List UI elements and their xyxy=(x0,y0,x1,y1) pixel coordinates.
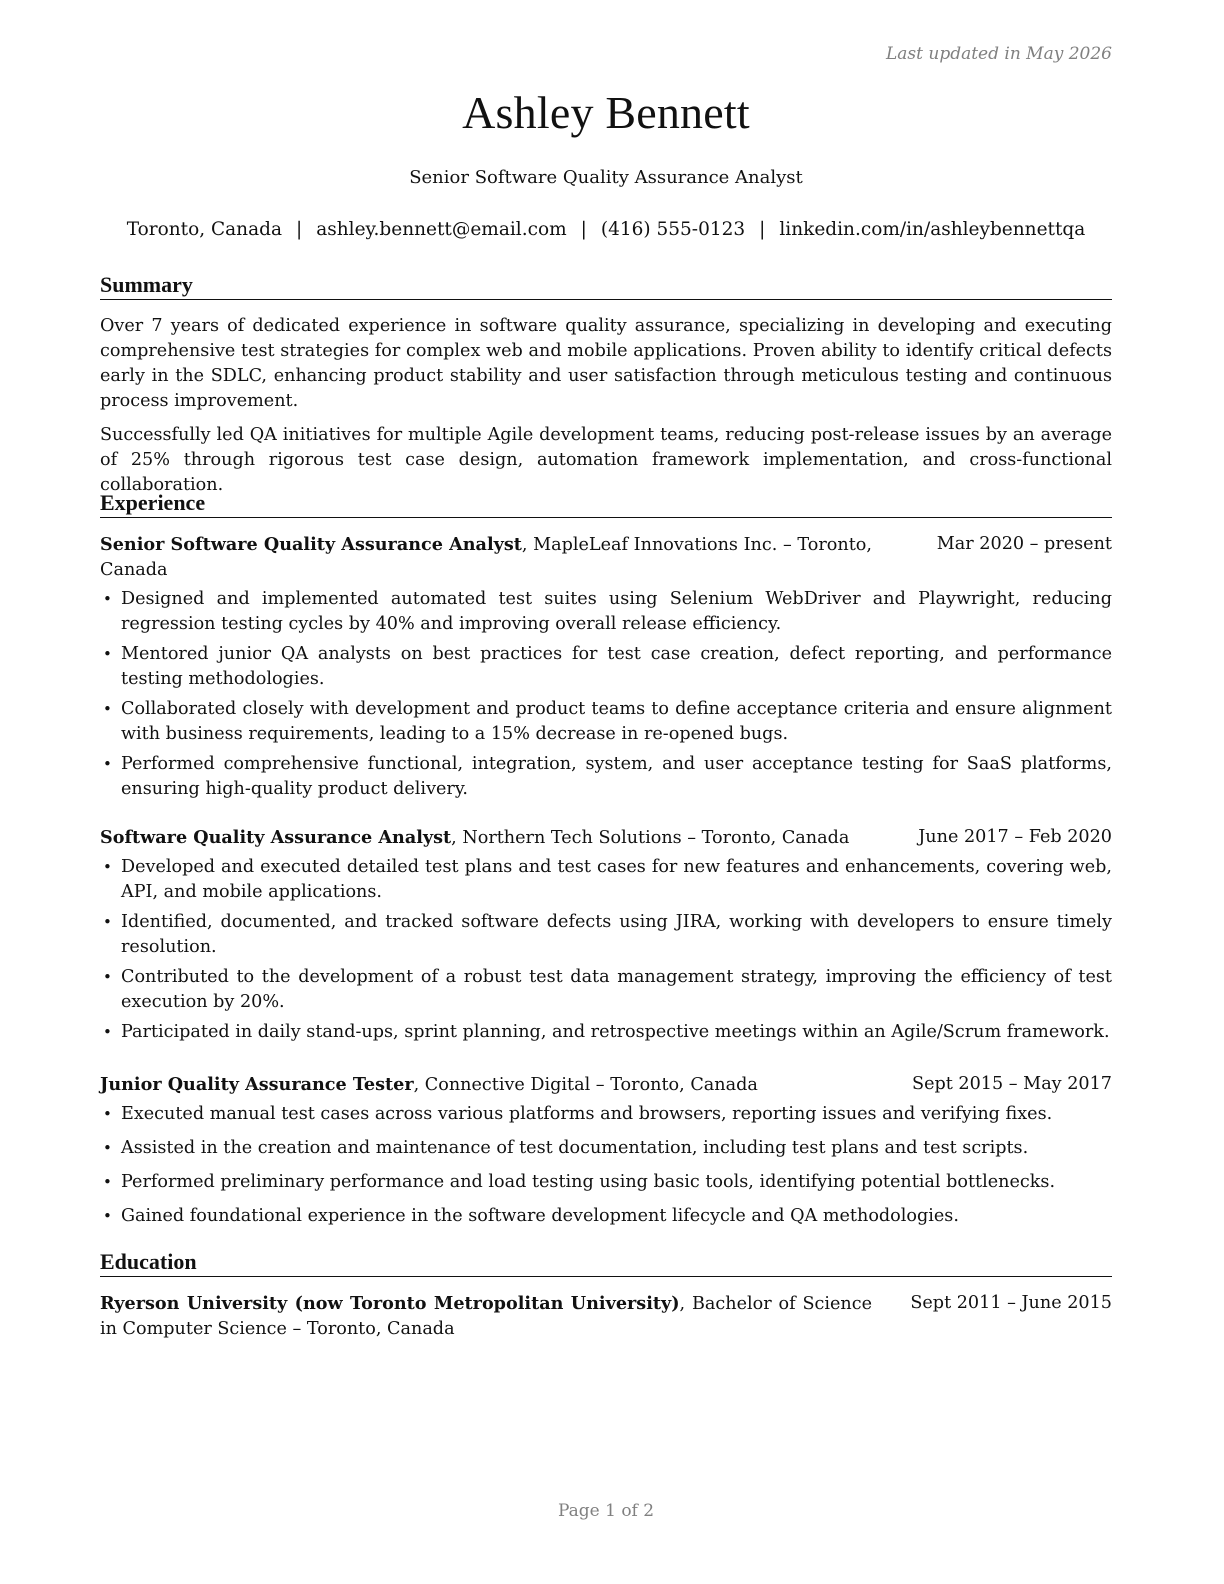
education-entry xyxy=(100,1291,1112,1342)
job-header xyxy=(100,1072,1112,1098)
bullet-icon: • xyxy=(103,645,112,663)
contact-line xyxy=(100,219,1112,240)
bullet-icon: • xyxy=(103,913,112,931)
bullet-text: Performed preliminary performance and load testing using basic tools, identifying potential bottlenecks. xyxy=(121,1172,1056,1192)
contact-location: Toronto, Canada xyxy=(126,219,282,240)
job-role: Senior Software Quality Assurance Analyst xyxy=(100,534,522,555)
job-role: Software Quality Assurance Analyst xyxy=(100,827,452,848)
list-item xyxy=(100,965,1112,1015)
job-header xyxy=(100,532,1112,583)
list-item xyxy=(100,910,1112,960)
job-dates: Sept 2015 – May 2017 xyxy=(912,1074,1112,1094)
list-item xyxy=(100,1136,1112,1161)
experience-heading: Experience xyxy=(100,489,1112,518)
bullet-text: Mentored junior QA analysts on best practices for test case creation, defect reporting, and performance testing methodologies. xyxy=(121,644,1112,689)
list-item xyxy=(100,1102,1112,1127)
education-degree: , Bachelor of Science in Computer Science – Toronto, Canada xyxy=(100,1294,872,1339)
candidate-name: Ashley Bennett xyxy=(462,87,750,138)
bullet-icon: • xyxy=(103,1023,112,1041)
job-bullets xyxy=(100,1102,1112,1229)
job-org: , MapleLeaf Innovations Inc. – Toronto, Canada xyxy=(100,535,872,580)
bullet-icon: • xyxy=(103,1105,112,1123)
education-school: Ryerson University (now Toronto Metropolitan University) xyxy=(100,1293,680,1314)
bullet-text: Executed manual test cases across various platforms and browsers, reporting issues and verifying fixes. xyxy=(121,1104,1053,1124)
bullet-text: Designed and implemented automated test suites using Selenium WebDriver and Playwright, reducing regression testing cycles by 40% and improving overall release efficiency. xyxy=(121,589,1112,634)
list-item xyxy=(100,1020,1112,1045)
education-heading: Education xyxy=(100,1248,1112,1277)
list-item xyxy=(100,697,1112,747)
job-dates: June 2017 – Feb 2020 xyxy=(918,827,1112,847)
summary-heading: Summary xyxy=(100,271,1112,300)
job-role: Junior Quality Assurance Tester xyxy=(100,1074,414,1095)
bullet-icon: • xyxy=(103,1173,112,1191)
education-dates: Sept 2011 – June 2015 xyxy=(910,1293,1112,1313)
bullet-text: Participated in daily stand-ups, sprint planning, and retrospective meetings within an Agile/Scrum framework. xyxy=(121,1022,1110,1042)
bullet-icon: • xyxy=(103,968,112,986)
bullet-icon: • xyxy=(103,700,112,718)
bullet-text: Collaborated closely with development and product teams to define acceptance criteria and ensure alignment with business requirements, leading to a 15% decrease in re-opened bugs. xyxy=(121,699,1112,744)
list-item xyxy=(100,587,1112,637)
job-header xyxy=(100,825,1112,851)
last-updated-note: Last updated in May 2026 xyxy=(885,44,1112,64)
page-number: Page 1 of 2 xyxy=(557,1501,655,1521)
resume-page xyxy=(100,0,1112,1584)
contact-email[interactable]: ashley.bennett@email.com xyxy=(316,219,567,240)
list-item xyxy=(100,855,1112,905)
list-item xyxy=(100,642,1112,692)
contact-separator: | xyxy=(296,219,303,240)
candidate-headline: Senior Software Quality Assurance Analyst xyxy=(409,167,803,188)
bullet-text: Assisted in the creation and maintenance of test documentation, including test plans and test scripts. xyxy=(121,1138,1029,1158)
bullet-text: Performed comprehensive functional, integration, system, and user acceptance testing for SaaS platforms, ensuring high-quality product delivery. xyxy=(121,754,1112,799)
bullet-icon: • xyxy=(103,858,112,876)
job-org: , Connective Digital – Toronto, Canada xyxy=(413,1075,758,1095)
job-org: , Northern Tech Solutions – Toronto, Canada xyxy=(451,828,850,848)
contact-separator: | xyxy=(580,219,587,240)
contact-linkedin[interactable]: linkedin.com/in/ashleybennettqa xyxy=(779,219,1086,240)
bullet-icon: • xyxy=(103,755,112,773)
list-item xyxy=(100,1204,1112,1229)
bullet-icon: • xyxy=(103,590,112,608)
summary-paragraph: Over 7 years of dedicated experience in software quality assurance, specializing in developing and executing comprehensive test strategies for complex web and mobile applications. Proven ability to identify critical defects early in the SDLC, enhancing product stability and user satisfaction through meticulous testing and continuous process improvement. xyxy=(100,316,1112,411)
summary-paragraph: Successfully led QA initiatives for multiple Agile development teams, reducing post-release issues by an average of 25% through rigorous test case design, automation framework implementation, and cross-functional collaboration. xyxy=(100,425,1112,495)
bullet-text: Developed and executed detailed test plans and test cases for new features and enhancements, covering web, API, and mobile applications. xyxy=(121,857,1112,902)
bullet-text: Contributed to the development of a robust test data management strategy, improving the efficiency of test execution by 20%. xyxy=(121,967,1112,1012)
bullet-text: Gained foundational experience in the software development lifecycle and QA methodologies. xyxy=(121,1206,959,1226)
bullet-icon: • xyxy=(103,1207,112,1225)
job-bullets xyxy=(100,587,1112,802)
list-item xyxy=(100,1170,1112,1195)
bullet-text: Identified, documented, and tracked software defects using JIRA, working with developers to ensure timely resolution. xyxy=(121,912,1112,957)
bullet-icon: • xyxy=(103,1139,112,1157)
list-item xyxy=(100,752,1112,802)
contact-separator: | xyxy=(759,219,766,240)
contact-phone: (416) 555-0123 xyxy=(600,219,746,240)
job-dates: Mar 2020 – present xyxy=(936,534,1112,554)
job-bullets xyxy=(100,855,1112,1045)
